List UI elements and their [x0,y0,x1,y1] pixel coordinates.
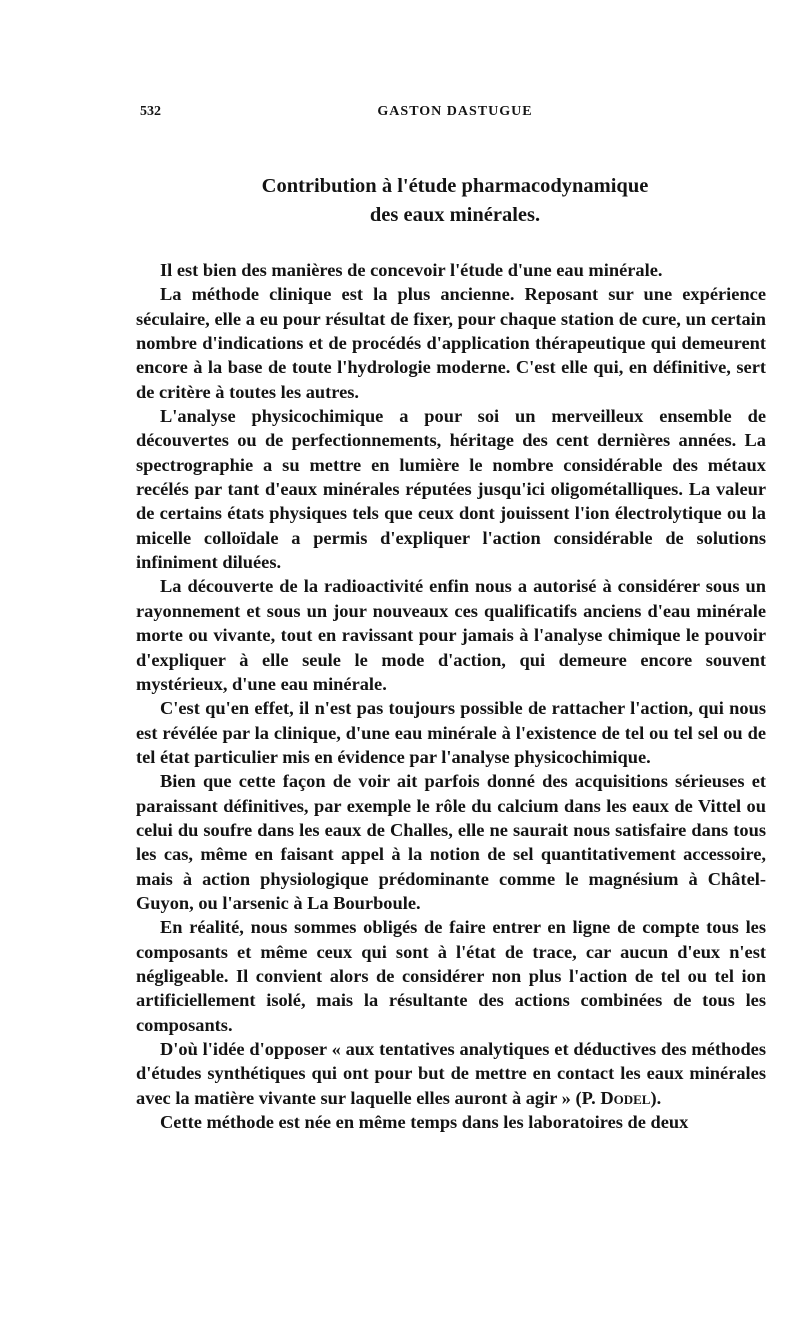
paragraph: La découverte de la radioactivité enfin nous a autorisé à considérer sous un rayonnement et sous un jour nouveaux ces qualificatifs anciens d'eau minérale morte ou vivante, tout en ravissant pour jamais à l'analyse chimique le pouvoir d'expliquer à elle seule le mode d'action, qui demeure encore souvent mystérieux, d'une eau minérale. [136,576,766,694]
header-author: GASTON DASTUGUE [377,104,533,119]
page-number: 532 [140,104,161,119]
paragraph: C'est qu'en effet, il n'est pas toujours possible de rattacher l'action, qui nous est révélée par la clinique, d'une eau minérale à l'existence de tel ou tel sel ou de tel état particulier mis en évidence par l'analyse physicochimique. [136,698,766,767]
paragraph: Cette méthode est née en même temps dans les laboratoires de deux [160,1112,689,1133]
quote-paragraph [136,1037,766,1110]
title-line-2: des eaux minérales. [369,204,541,226]
paragraph: L'analyse physicochimique a pour soi un merveilleux ensemble de découvertes ou de perfectionnements, héritage des cent dernières années. La spectrographie a su mettre en lumière le nombre considérable des métaux recélés par tant d'eaux minérales réputées jusqu'ici oligométalliques. La valeur de certains états physiques tels que ceux dont jouissent l'ion électrolytique ou la micelle colloïdale a permis d'expliquer l'action considérable de solutions infiniment diluées. [136,406,766,573]
running-head [140,104,770,126]
paragraph: Il est bien des manières de concevoir l'étude d'une eau minérale. [160,260,663,280]
paragraph: La méthode clinique est la plus ancienne. Reposant sur une expérience séculaire, elle a eu pour résultat de fixer, pour chaque station de cure, un certain nombre d'indications et de procédés d'application thérapeutique qui demeurent encore à la base de toute l'hydrologie moderne. C'est elle qui, en définitive, sert de critère à toutes les autres. [136,284,766,402]
paragraph: Bien que cette façon de voir ait parfois donné des acquisitions sérieuses et paraissant définitives, par exemple le rôle du calcium dans les eaux de Vittel ou celui du soufre dans les eaux de Challes, elle ne saurait nous satisfaire dans tous les cas, même en faisant appel à la notion de sel quantitativement accessoire, mais à action physiologique prédominante comme le magnésium à Châtel-Guyon, ou l'arsenic à La Bourboule. [136,771,766,913]
quote-text: D'où l'idée d'opposer « aux tentatives analytiques et déductives des méthodes d'études synthétiques qui ont pour but de mettre en contact les eaux minérales avec la matière vivante sur laquelle elles auront à agir » (P. [136,1039,766,1108]
title-line-1: Contribution à l'étude pharmacodynamique [261,175,649,197]
body-text [136,258,766,1134]
paragraph: En réalité, nous sommes obligés de faire entrer en ligne de compte tous les composants et même ceux qui sont à l'état de trace, car aucun d'eux n'est négligeable. Il convient alors de considérer non plus l'action de tel ou tel ion artificiellement isolé, mais la résultante des actions combinées de tous les composants. [136,917,766,1035]
citation-closing: ). [650,1087,662,1108]
citation-name: Dodel [600,1087,651,1108]
article-title [140,172,770,230]
